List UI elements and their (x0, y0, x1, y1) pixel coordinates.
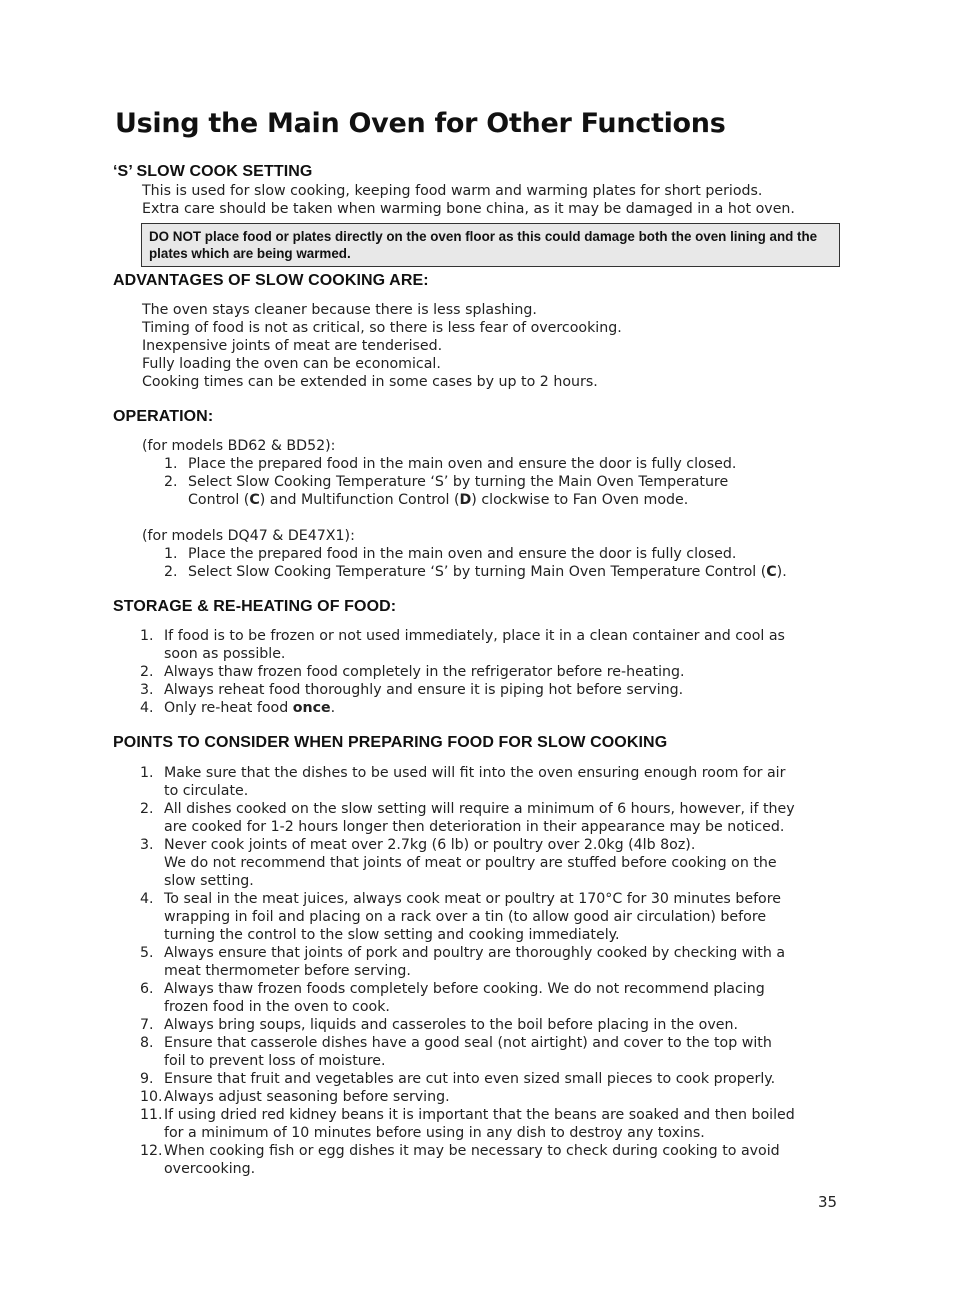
list-number: 6. (140, 981, 154, 997)
list-line: Make sure that the dishes to be used will fit into the oven ensuring enough room for air (164, 765, 786, 781)
list-item (140, 764, 840, 800)
advantage-item: The oven stays cleaner because there is less splashing. (142, 302, 537, 318)
list-line: foil to prevent loss of moisture. (164, 1053, 386, 1069)
storage-heading: STORAGE & RE-HEATING OF FOOD: (113, 598, 397, 615)
list-item (140, 1106, 840, 1142)
operation-group2-list (164, 545, 864, 581)
page-title: Using the Main Oven for Other Functions (115, 108, 726, 139)
list-item: 4. Only re-heat food once. (140, 700, 336, 716)
advantage-item: Timing of food is not as critical, so there is less fear of overcooking. (142, 320, 622, 336)
list-line: To seal in the meat juices, always cook meat or poultry at 170°C for 30 minutes before (164, 891, 781, 907)
list-line: overcooking. (164, 1161, 256, 1177)
list-item (140, 1070, 840, 1088)
list-item (140, 1142, 840, 1178)
slow-cook-description (142, 182, 842, 218)
list-item: 3. Always reheat food thoroughly and ensure it is piping hot before serving. (140, 682, 684, 698)
list-line: When cooking fish or egg dishes it may be necessary to check during cooking to avoid (164, 1143, 780, 1159)
list-line: Always bring soups, liquids and casseroles to the boil before placing in the oven. (164, 1017, 738, 1033)
list-item: 2. Always thaw frozen food completely in the refrigerator before re-heating. (140, 664, 685, 680)
advantages-heading: ADVANTAGES OF SLOW COOKING ARE: (113, 272, 429, 289)
list-line: are cooked for 1-2 hours longer then deterioration in their appearance may be noticed. (164, 819, 785, 835)
list-item: 2. Select Slow Cooking Temperature ‘S’ by turning the Main Oven Temperature Control (C) and Multifunction Control (D) clockwise to Fan Oven mode. (164, 474, 729, 508)
storage-list (140, 627, 840, 717)
operation-group1-list (164, 455, 864, 509)
advantage-item: Inexpensive joints of meat are tenderised. (142, 338, 443, 354)
list-number: 2. (140, 801, 154, 817)
list-line: slow setting. (164, 873, 254, 889)
list-line: meat thermometer before serving. (164, 963, 411, 979)
list-item (140, 980, 840, 1016)
list-number: 4. (140, 891, 154, 907)
list-item (140, 1088, 840, 1106)
slow-cook-line-1: This is used for slow cooking, keeping food warm and warming plates for short periods. (142, 183, 763, 199)
list-line: Always adjust seasoning before serving. (164, 1089, 450, 1105)
advantages-list (142, 301, 842, 391)
advantage-item: Cooking times can be extended in some cases by up to 2 hours. (142, 374, 598, 390)
warning-box: DO NOT place food or plates directly on the oven floor as this could damage both the oven lining and the plates which are being warmed. (141, 223, 840, 267)
list-line: turning the control to the slow setting and cooking immediately. (164, 927, 620, 943)
list-line: Always ensure that joints of pork and poultry are thoroughly cooked by checking with a (164, 945, 786, 961)
list-item (140, 944, 840, 980)
list-item (140, 1016, 840, 1034)
list-number: 12. (140, 1143, 163, 1159)
list-number: 1. (140, 765, 154, 781)
list-item (140, 1034, 840, 1070)
list-item (140, 890, 840, 944)
slow-cook-line-2: Extra care should be taken when warming bone china, as it may be damaged in a hot oven. (142, 201, 795, 217)
list-item (140, 836, 840, 890)
list-number: 9. (140, 1071, 154, 1087)
list-number: 10. (140, 1089, 163, 1105)
list-number: 3. (140, 837, 154, 853)
list-line: Always thaw frozen foods completely before cooking. We do not recommend placing (164, 981, 765, 997)
slow-cook-heading: ‘S’ SLOW COOK SETTING (113, 163, 313, 180)
points-list (140, 764, 840, 1178)
operation-heading: OPERATION: (113, 408, 214, 425)
list-number: 5. (140, 945, 154, 961)
advantage-item: Fully loading the oven can be economical. (142, 356, 441, 372)
page-number: 35 (818, 1193, 838, 1211)
list-line: We do not recommend that joints of meat or poultry are stuffed before cooking on the (164, 855, 777, 871)
list-number: 8. (140, 1035, 154, 1051)
list-line: wrapping in foil and placing on a rack over a tin (to allow good air circulation) before (164, 909, 767, 925)
list-line: Ensure that fruit and vegetables are cut into even sized small pieces to cook properly. (164, 1071, 776, 1087)
list-line: for a minimum of 10 minutes before using in any dish to destroy any toxins. (164, 1125, 705, 1141)
operation-group1-label: (for models BD62 & BD52): (142, 438, 336, 454)
list-line: Never cook joints of meat over 2.7kg (6 lb) or poultry over 2.0kg (4lb 8oz). (164, 837, 696, 853)
list-item: 1. Place the prepared food in the main oven and ensure the door is fully closed. (164, 546, 737, 562)
list-line: All dishes cooked on the slow setting will require a minimum of 6 hours, however, if they (164, 801, 795, 817)
operation-group2-label: (for models DQ47 & DE47X1): (142, 528, 355, 544)
list-item: 2. Select Slow Cooking Temperature ‘S’ by turning Main Oven Temperature Control (C). (164, 564, 787, 580)
points-heading: POINTS TO CONSIDER WHEN PREPARING FOOD FOR SLOW COOKING (113, 734, 668, 751)
list-item (140, 800, 840, 836)
list-line: Ensure that casserole dishes have a good seal (not airtight) and cover to the top with (164, 1035, 772, 1051)
list-line: frozen food in the oven to cook. (164, 999, 390, 1015)
list-number: 11. (140, 1107, 163, 1123)
list-item: 1. If food is to be frozen or not used immediately, place it in a clean container and cool as soon as possible. (140, 628, 785, 662)
list-line: to circulate. (164, 783, 249, 799)
list-line: If using dried red kidney beans it is important that the beans are soaked and then boiled (164, 1107, 795, 1123)
list-number: 7. (140, 1017, 154, 1033)
list-item: 1. Place the prepared food in the main oven and ensure the door is fully closed. (164, 456, 737, 472)
